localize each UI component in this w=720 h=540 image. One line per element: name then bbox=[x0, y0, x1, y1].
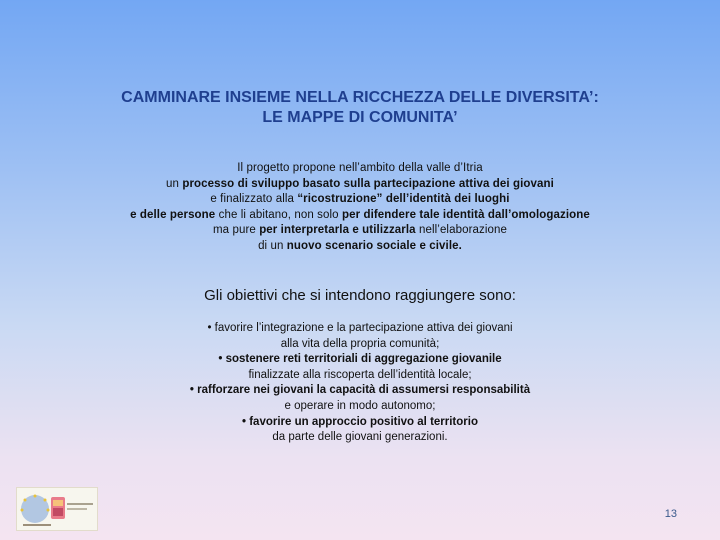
intro-line bbox=[0, 161, 720, 177]
objective-detail: alla vita della propria comunità; bbox=[280, 337, 440, 350]
objective-bullet: • favorire un approccio positivo al territorio bbox=[242, 415, 478, 428]
intro-line bbox=[0, 223, 720, 239]
intro-line bbox=[0, 239, 720, 255]
intro-text: di un bbox=[258, 239, 287, 252]
intro-text: Il progetto propone nell’ambito della valle d’Itria bbox=[237, 162, 483, 174]
intro-text-bold: nuovo scenario sociale e civile. bbox=[286, 239, 462, 252]
intro-text: che li abitano, non solo bbox=[215, 208, 342, 221]
intro-text-bold: e delle persone bbox=[130, 208, 216, 221]
objective-bullet: • rafforzare nei giovani la capacità di assumersi responsabilità bbox=[189, 384, 531, 397]
intro-text-bold: “ricostruzione” dell’identità dei luoghi bbox=[297, 193, 510, 205]
objectives-heading: Gli obiettivi che si intendono raggiungere sono: bbox=[204, 287, 516, 304]
project-logo-icon bbox=[16, 487, 98, 531]
intro-text-bold: processo di sviluppo basato sulla partecipazione attiva dei giovani bbox=[182, 177, 554, 190]
intro-line bbox=[0, 192, 720, 208]
intro-text: e finalizzato alla bbox=[210, 193, 298, 205]
intro-line bbox=[0, 208, 720, 224]
page-number: 13 bbox=[664, 508, 677, 520]
objective-detail: finalizzate alla riscoperta dell’identità locale; bbox=[248, 368, 472, 381]
objectives-list bbox=[0, 321, 720, 446]
title-line-2: LE MAPPE DI COMUNITA’ bbox=[262, 109, 458, 126]
intro-line bbox=[0, 177, 720, 193]
intro-text-bold: per interpretarla e utilizzarla bbox=[259, 224, 416, 236]
intro-paragraph bbox=[0, 161, 720, 254]
logo-graphic bbox=[17, 488, 97, 530]
intro-text: un bbox=[166, 177, 183, 190]
objective-bullet: • favorire l’integrazione e la partecipazione attiva dei giovani bbox=[207, 322, 513, 334]
objective-detail: da parte delle giovani generazioni. bbox=[272, 431, 448, 444]
intro-text-bold: per difendere tale identità dall’omologazione bbox=[341, 208, 590, 221]
intro-text: ma pure bbox=[213, 224, 260, 236]
slide-title bbox=[0, 88, 720, 128]
objective-bullet: • sostenere reti territoriali di aggregazione giovanile bbox=[218, 353, 502, 366]
objective-detail: e operare in modo autonomo; bbox=[284, 399, 436, 412]
title-line-1: CAMMINARE INSIEME NELLA RICCHEZZA DELLE DIVERSITA’: bbox=[121, 89, 599, 106]
intro-text: nell’elaborazione bbox=[415, 224, 507, 236]
